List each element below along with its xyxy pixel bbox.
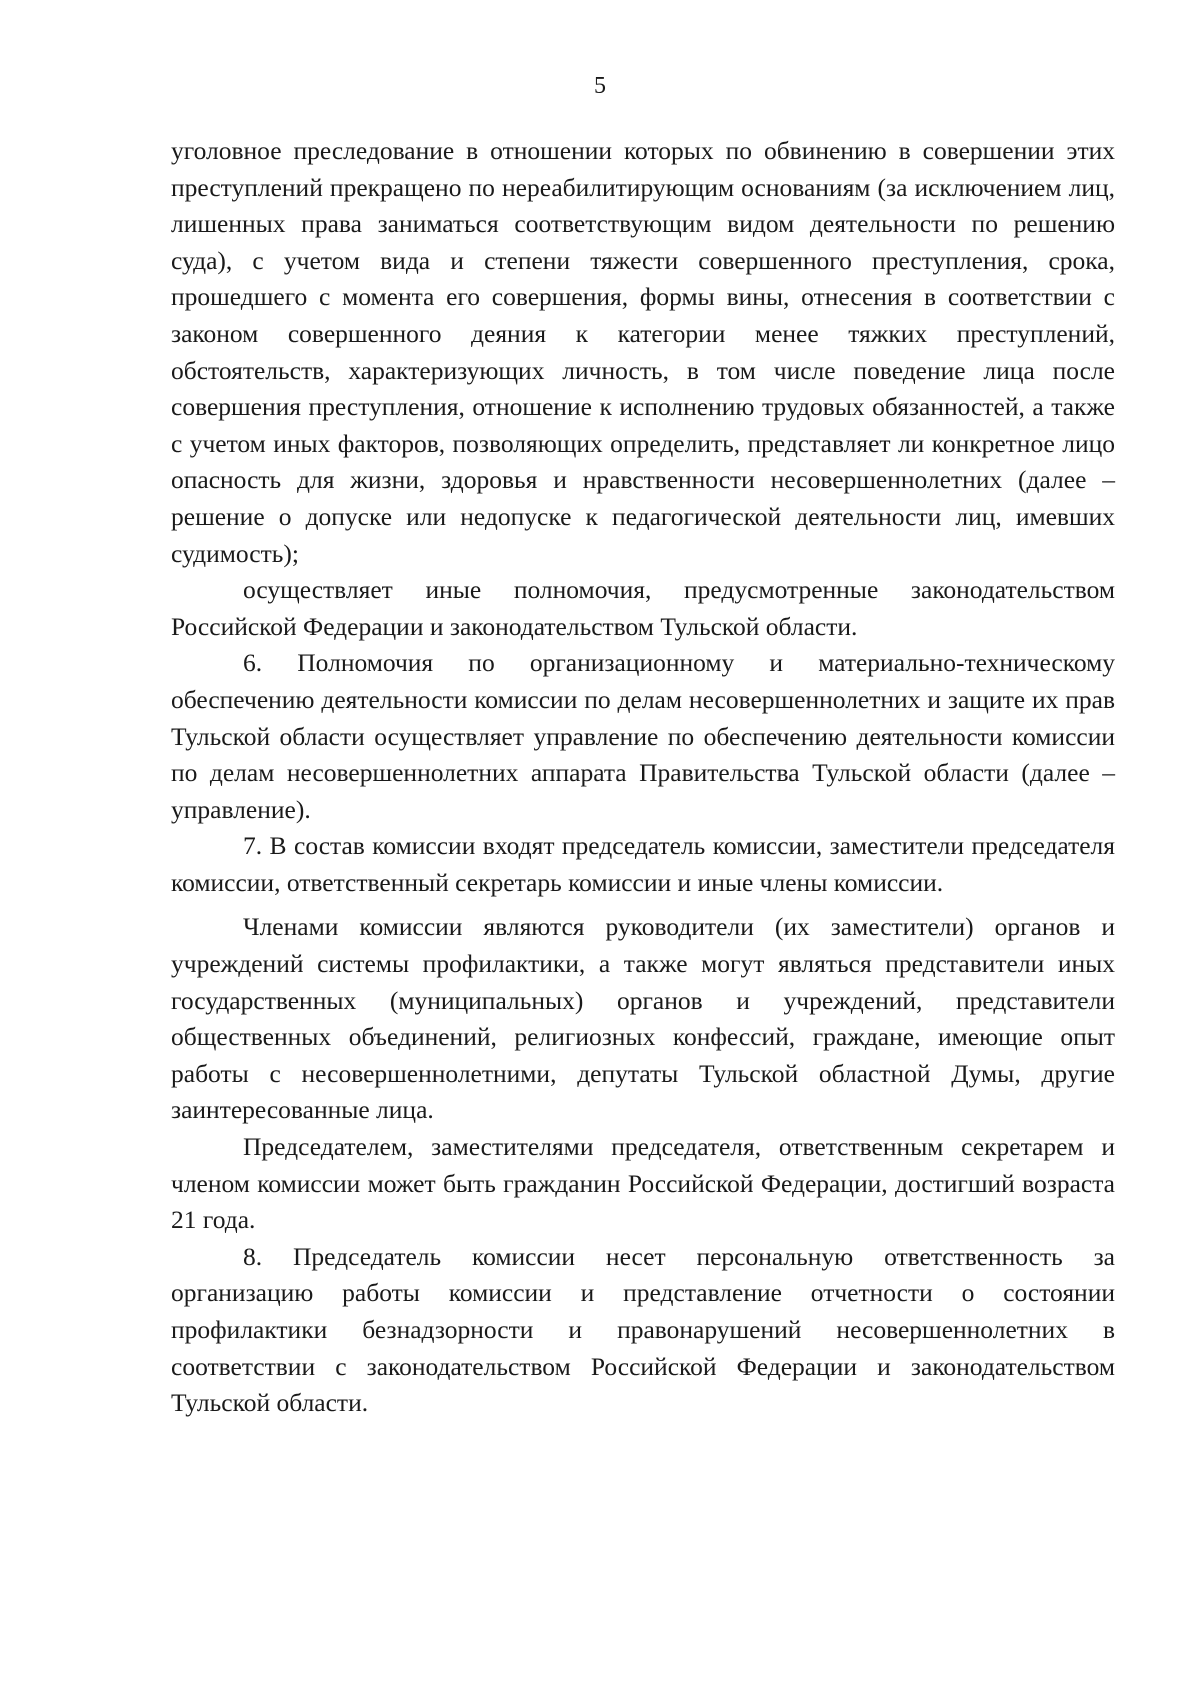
paragraph-continuation: уголовное преследование в отношении которых по обвинению в совершении этих преступлений прекращено по нереабилитирующим основаниям (за исключением лиц, лишенных права заниматься соответствующим видом деятельности по решению суда), с учетом вида и степени тяжести совершенного преступления, срока, прошедшего с момента его совершения, формы вины, отнесения в соответствии с законом совершенного деяния к категории менее тяжких преступлений, обстоятельств, характеризующих личность, в том числе поведение лица после совершения преступления, отношение к исполнению трудовых обязанностей, а также с учетом иных факторов, позволяющих определить, представляет ли конкретное лицо опасность для жизни, здоровья и нравственности несовершеннолетних (далее – решение о допуске или недопуске к педагогической деятельности лиц, имевших судимость); [171,136,1115,568]
paragraph-item-6: 6. Полномочия по организационному и материально-техническому обеспечению деятельности комиссии по делам несовершеннолетних и защите их прав Тульской области осуществляет управление по обеспечению деятельности комиссии по делам несовершеннолетних аппарата Правительства Тульской области (далее – управление). [171,648,1115,824]
page-number: 5 [594,73,606,99]
paragraph-item-7: 7. В состав комиссии входят председатель комиссии, заместители председателя комиссии, ответственный секретарь комиссии и иные члены комиссии. [171,831,1115,897]
paragraph-eligibility: Председателем, заместителями председателя, ответственным секретарем и членом комиссии может быть гражданин Российской Федерации, достигший возраста 21 года. [171,1132,1115,1235]
paragraph-other-powers: осуществляет иные полномочия, предусмотренные законодательством Российской Федерации и законодательством Тульской области. [171,575,1115,641]
document-body [171,133,1115,1422]
paragraph-members: Членами комиссии являются руководители (их заместители) органов и учреждений системы профилактики, а также могут являться представители иных государственных (муниципальных) органов и учреждений, представители общественных объединений, религиозных конфессий, граждане, имеющие опыт работы с несовершеннолетними, депутаты Тульской областной Думы, другие заинтересованные лица. [171,912,1115,1125]
paragraph-item-8: 8. Председатель комиссии несет персональную ответственность за организацию работы комиссии и представление отчетности о состоянии профилактики безнадзорности и правонарушений несовершеннолетних в соответствии с законодательством Российской Федерации и законодательством Тульской области. [171,1241,1115,1418]
